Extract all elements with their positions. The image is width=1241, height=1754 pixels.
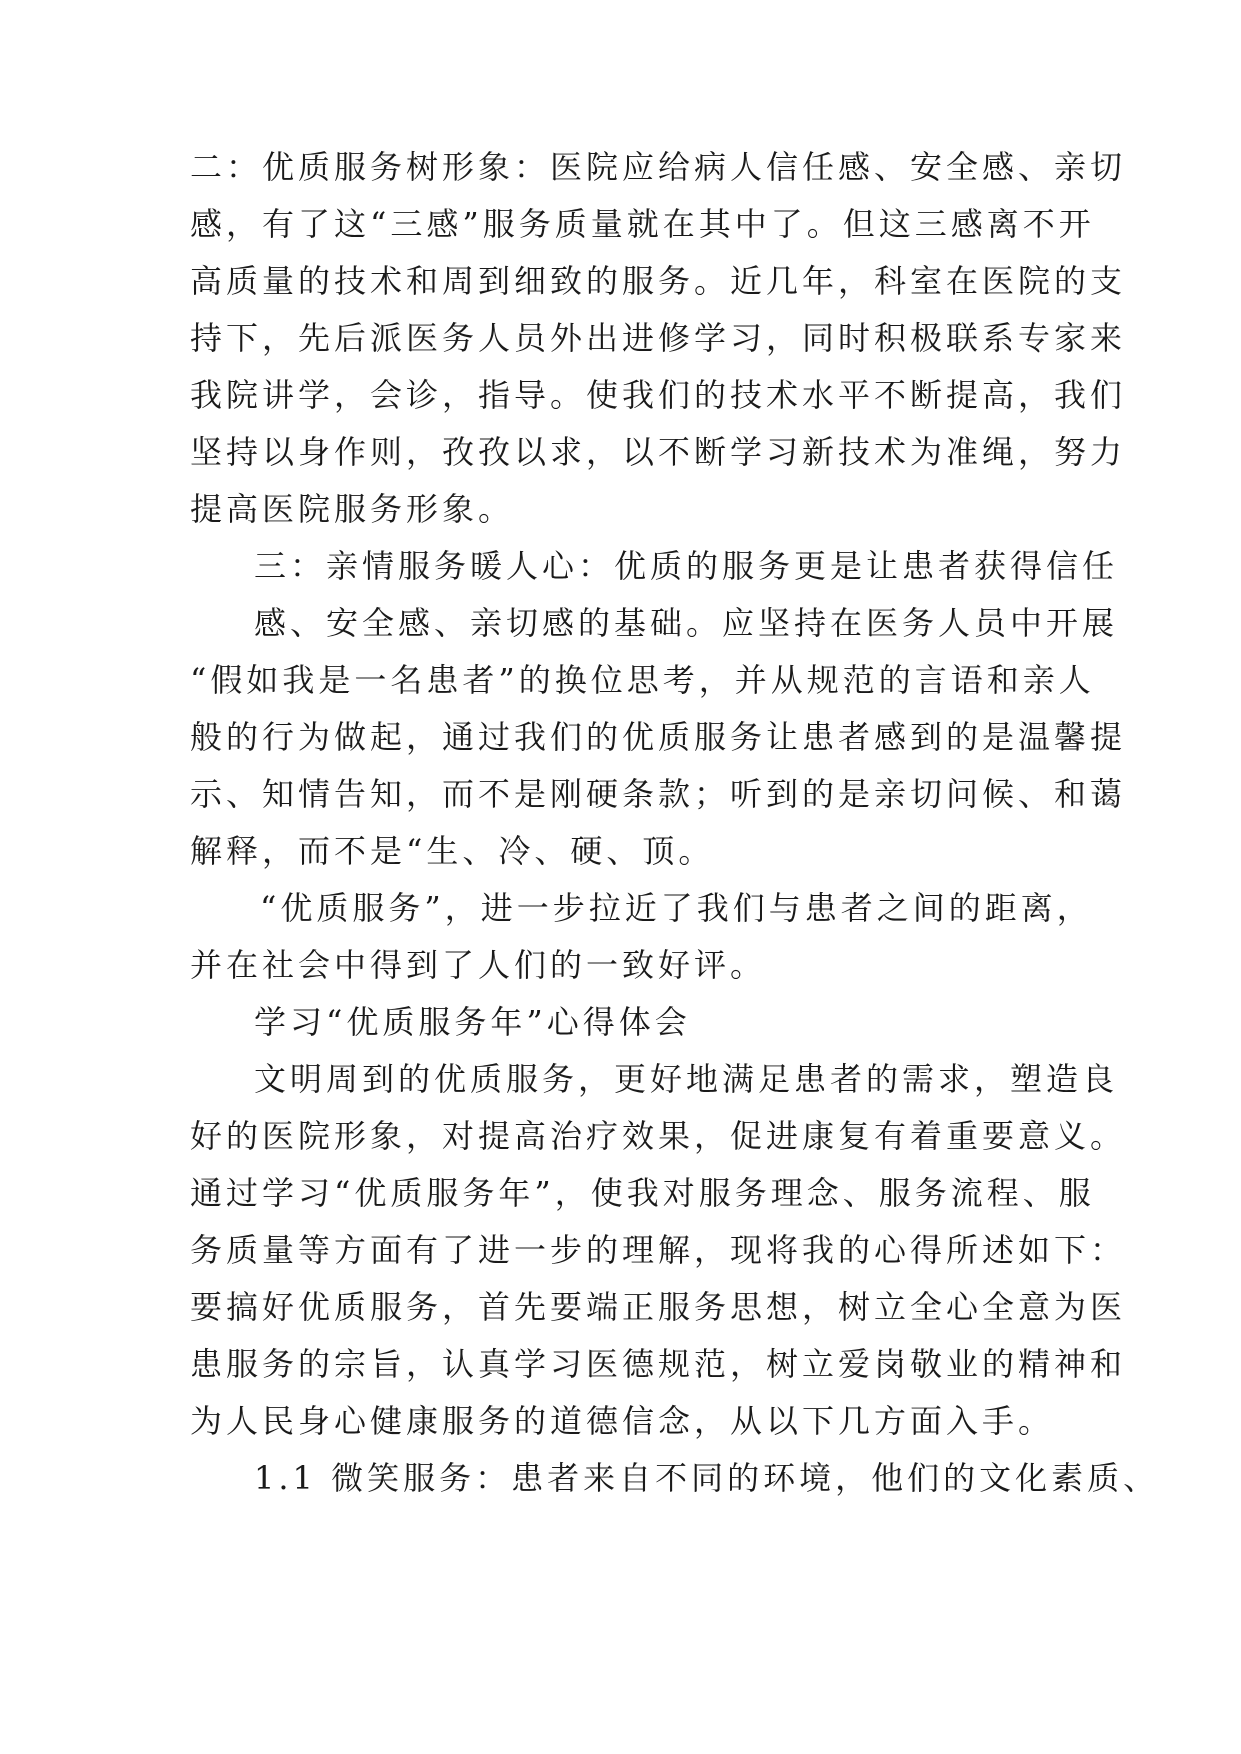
text-line: 感、安全感、亲切感的基础。应坚持在医务人员中开展 [254,604,1119,642]
text-line: 二：优质服务树形象：医院应给病人信任感、安全感、亲切 [190,148,1127,186]
section-heading: 学习“优质服务年”心得体会 [254,1003,691,1041]
paragraph-start-line: 1.1 微笑服务：患者来自不同的环境，他们的文化素质、 [254,1459,1160,1497]
text-line: 务质量等方面有了进一步的理解，现将我的心得所述如下： [190,1231,1127,1269]
text-line: 通过学习“优质服务年”，使我对服务理念、服务流程、服 [190,1174,1095,1212]
text-line: 高质量的技术和周到细致的服务。近几年，科室在医院的支 [190,262,1127,300]
text-line: 为人民身心健康服务的道德信念，从以下几方面入手。 [190,1402,1055,1440]
paragraph-start-line: “优质服务”，进一步拉近了我们与患者之间的距离， [260,889,1093,927]
text-line: “假如我是一名患者”的换位思考，并从规范的言语和亲人 [190,661,1095,699]
text-line: 提高医院服务形象。 [190,490,515,528]
text-line: 并在社会中得到了人们的一致好评。 [190,946,767,984]
text-line: 好的医院形象，对提高治疗效果，促进康复有着重要意义。 [190,1117,1127,1155]
text-line: 持下，先后派医务人员外出进修学习，同时积极联系专家来 [190,319,1127,357]
text-line: 坚持以身作则，孜孜以求，以不断学习新技术为准绳，努力 [190,433,1127,471]
paragraph-start-line: 三：亲情服务暖人心：优质的服务更是让患者获得信任 [254,547,1119,585]
text-line: 示、知情告知，而不是刚硬条款；听到的是亲切问候、和蔼 [190,775,1127,813]
paragraph-start-line: 文明周到的优质服务，更好地满足患者的需求，塑造良 [254,1060,1119,1098]
text-line: 解释，而不是“生、冷、硬、顶。 [190,832,715,870]
text-line: 患服务的宗旨，认真学习医德规范，树立爱岗敬业的精神和 [190,1345,1127,1383]
text-line: 般的行为做起，通过我们的优质服务让患者感到的是温馨提 [190,718,1127,756]
text-line: 要搞好优质服务，首先要端正服务思想，树立全心全意为医 [190,1288,1127,1326]
text-line: 感，有了这“三感”服务质量就在其中了。但这三感离不开 [190,205,1095,243]
text-line: 我院讲学，会诊，指导。使我们的技术水平不断提高，我们 [190,376,1127,414]
